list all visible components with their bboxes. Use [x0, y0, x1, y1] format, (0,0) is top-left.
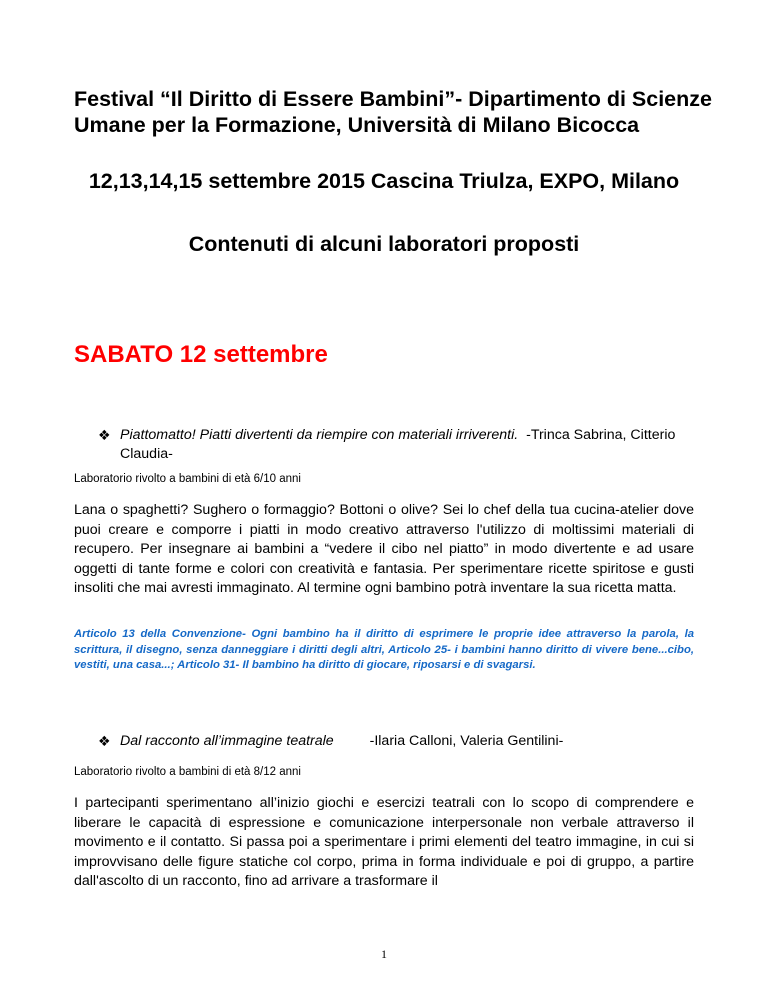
lab-title-line — [120, 732, 680, 751]
contents-heading: Contenuti di alcuni laboratori proposti — [188, 232, 580, 256]
lab-title: Piattomatto! Piatti divertenti da riempire con materiali irriverenti. — [120, 427, 519, 443]
lab-article: Articolo 13 della Convenzione- Ogni bambino ha il diritto di esprimere le proprie idee attraverso la parola, la scrittura, il disegno, senza danneggiare i diritti degli altri, Articolo 25- i bambini hanno diritto di vivere bene...cibo, vestiti, una casa...; Articolo 31- Il bambino ha diritto di giocare, riposarsi e di svagarsi. — [74, 628, 694, 671]
diamond-bullet-icon: ❖ — [98, 733, 111, 749]
page-number: 1 — [381, 947, 387, 961]
diamond-bullet-icon: ❖ — [98, 427, 111, 443]
lab-authors: -Ilaria Calloni, Valeria Gentilini- — [369, 733, 564, 749]
lab-title: Dal racconto all’immagine teatrale — [120, 733, 334, 749]
lab-age: Laboratorio rivolto a bambini di età 6/10 anni — [74, 473, 301, 485]
day-heading: SABATO 12 settembre — [74, 341, 328, 368]
lab-age: Laboratorio rivolto a bambini di età 8/12 anni — [74, 766, 301, 778]
lab-description: Lana o spaghetti? Sughero o formaggio? Bottoni o olive? Sei lo chef della tua cucina-atelier dove puoi creare e comporre i piatti in modo creativo attraverso l'utilizzo di moltissimi materiali di recupero. Per insegnare ai bambini a “vedere il cibo nel piatto” in modo divertente e ad usare oggetti di tante forme e colori con creatività e fantasia. Per sperimentare ricette spiritose e gusti insoliti che mai avresti immaginato. Al termine ogni bambino potrà inventare la sua ricetta matta. — [74, 502, 694, 596]
document-title: Festival “Il Diritto di Essere Bambini”- Dipartimento di Scienze Umane per la Formazione, Università di Milano Bicocca — [74, 87, 712, 137]
lab-title-line — [120, 426, 680, 464]
event-dates-location: 12,13,14,15 settembre 2015 Cascina Triulza, EXPO, Milano — [88, 169, 680, 193]
lab-description: I partecipanti sperimentano all’inizio giochi e esercizi teatrali con lo scopo di comprendere e liberare le capacità di espressione e comunicazione interpersonale non verbale attraverso il movimento e il contatto. Si passa poi a sperimentare i primi elementi del teatro immagine, in cui si improvvisano delle figure statiche col corpo, prima in forma individuale e poi di gruppo, a partire dall'ascolto di un racconto, fino ad arrivare a trasformare il — [74, 795, 694, 889]
lab-authors: -Trinca Sabrina, Citterio Claudia- — [120, 427, 676, 462]
